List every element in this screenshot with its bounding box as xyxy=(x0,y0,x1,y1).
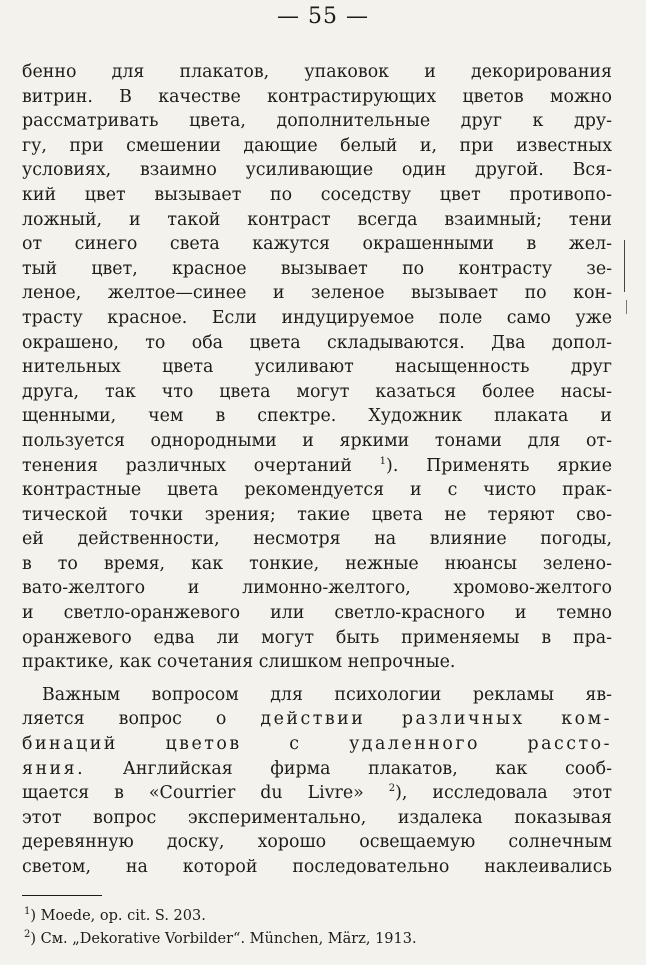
text-line: ей действенности, несмотря на влияние погоды, xyxy=(22,529,612,550)
text-fragment: ляется вопрос о xyxy=(22,709,261,730)
text-line-with-footnote xyxy=(22,454,612,479)
text-line: окрашено, то оба цвета складываются. Два допол- xyxy=(22,332,612,353)
text-fragment: щается в «Courrier du Livre» xyxy=(22,783,389,804)
paragraph-gap xyxy=(22,675,612,683)
margin-pencil-mark xyxy=(626,300,627,314)
footnote-2 xyxy=(24,928,614,951)
text-line: деревянную доску, хорошо освещаемую солнечным xyxy=(22,832,612,853)
text-line: рассматривать цвета, дополнительные друг к дру- xyxy=(22,111,612,132)
text-line: контрастные цвета рекомендуется и с чисто прак- xyxy=(22,480,612,501)
text-line: витрин. В качестве контрастирующих цветов можно xyxy=(22,86,612,107)
body-text xyxy=(22,60,612,880)
text-line: кий цвет вызывает по соседству цвет противопо- xyxy=(22,184,612,205)
text-line xyxy=(22,757,612,782)
text-fragment: ), исследовала этот xyxy=(395,783,612,804)
text-line: тической точки зрения; такие цвета не теряют сво- xyxy=(22,504,612,525)
text-line: гу, при смешении дающие белый и, при известных xyxy=(22,135,612,156)
footnote-ref-1[interactable]: 1 xyxy=(379,455,387,467)
text-line-with-footnote xyxy=(22,781,612,806)
text-line: тый цвет, красное вызывает по контрасту зе- xyxy=(22,258,612,279)
text-line: этот вопрос экспериментально, издалека показывая xyxy=(22,807,612,828)
text-line: вато-желтого и лимонно-желтого, хромово-желтого xyxy=(22,578,612,599)
text-line: Важным вопросом для психологии рекламы яв- xyxy=(42,684,612,705)
text-line: и светло-оранжевого или светло-красного и темно xyxy=(22,603,612,624)
text-line: леное, желтое—синее и зеленое вызывает по кон- xyxy=(22,283,612,304)
text-line: друга, так что цвета могут казаться более насы- xyxy=(22,381,612,402)
footnote-divider xyxy=(22,895,102,896)
footnote-ref-2[interactable]: 2 xyxy=(388,783,396,795)
text-line: светом, на которой последовательно наклеивались xyxy=(22,857,612,877)
text-line xyxy=(22,707,612,732)
text-line: оранжевого едва ли могут быть применяемы в пра- xyxy=(22,627,612,648)
text-line: от синего света кажутся окрашенными в жел- xyxy=(22,234,612,255)
footnote-marker: 2 xyxy=(24,929,31,941)
footnote-text: ) Moede, op. cit. S. 203. xyxy=(30,908,206,924)
text-fragment: ). Применять яркие xyxy=(386,455,612,476)
text-line: ложный, и такой контраст всегда взаимный; тени xyxy=(22,209,612,230)
text-line: трасту красное. Если индуцируемое поле само уже xyxy=(22,307,612,328)
spaced-text: действии различных ком- xyxy=(260,709,612,730)
footnotes xyxy=(24,905,614,951)
text-line: бенно для плакатов, упаковок и декорирования xyxy=(22,62,612,82)
spaced-text: яния. xyxy=(22,758,86,779)
text-line: практике, как сочетания слишком непрочные. xyxy=(22,652,456,673)
text-line: пользуется однородными и яркими тонами для от- xyxy=(22,430,612,451)
footnote-marker: 1 xyxy=(24,906,31,918)
text-line: нительных цвета усиливают насыщенность друг xyxy=(22,357,612,378)
text-fragment: Английская фирма плакатов, как сооб- xyxy=(85,758,612,779)
text-line: щенными, чем в спектре. Художник плаката и xyxy=(22,406,612,427)
spaced-text-line: бинаций цветов с удаленного рассто- xyxy=(22,734,612,755)
page-number: — 55 — xyxy=(277,4,369,29)
text-line: в то время, как тонкие, нежные нюансы зелено- xyxy=(22,553,612,574)
margin-pencil-mark xyxy=(624,240,625,292)
footnote-text: ) См. „Dekorative Vorbilder“. München, März, 1913. xyxy=(30,931,417,947)
footnote-1 xyxy=(24,905,614,928)
text-fragment: тенения различных очертаний xyxy=(22,455,352,476)
text-line: условиях, взаимно усиливающие один другой. Вся- xyxy=(22,160,612,181)
